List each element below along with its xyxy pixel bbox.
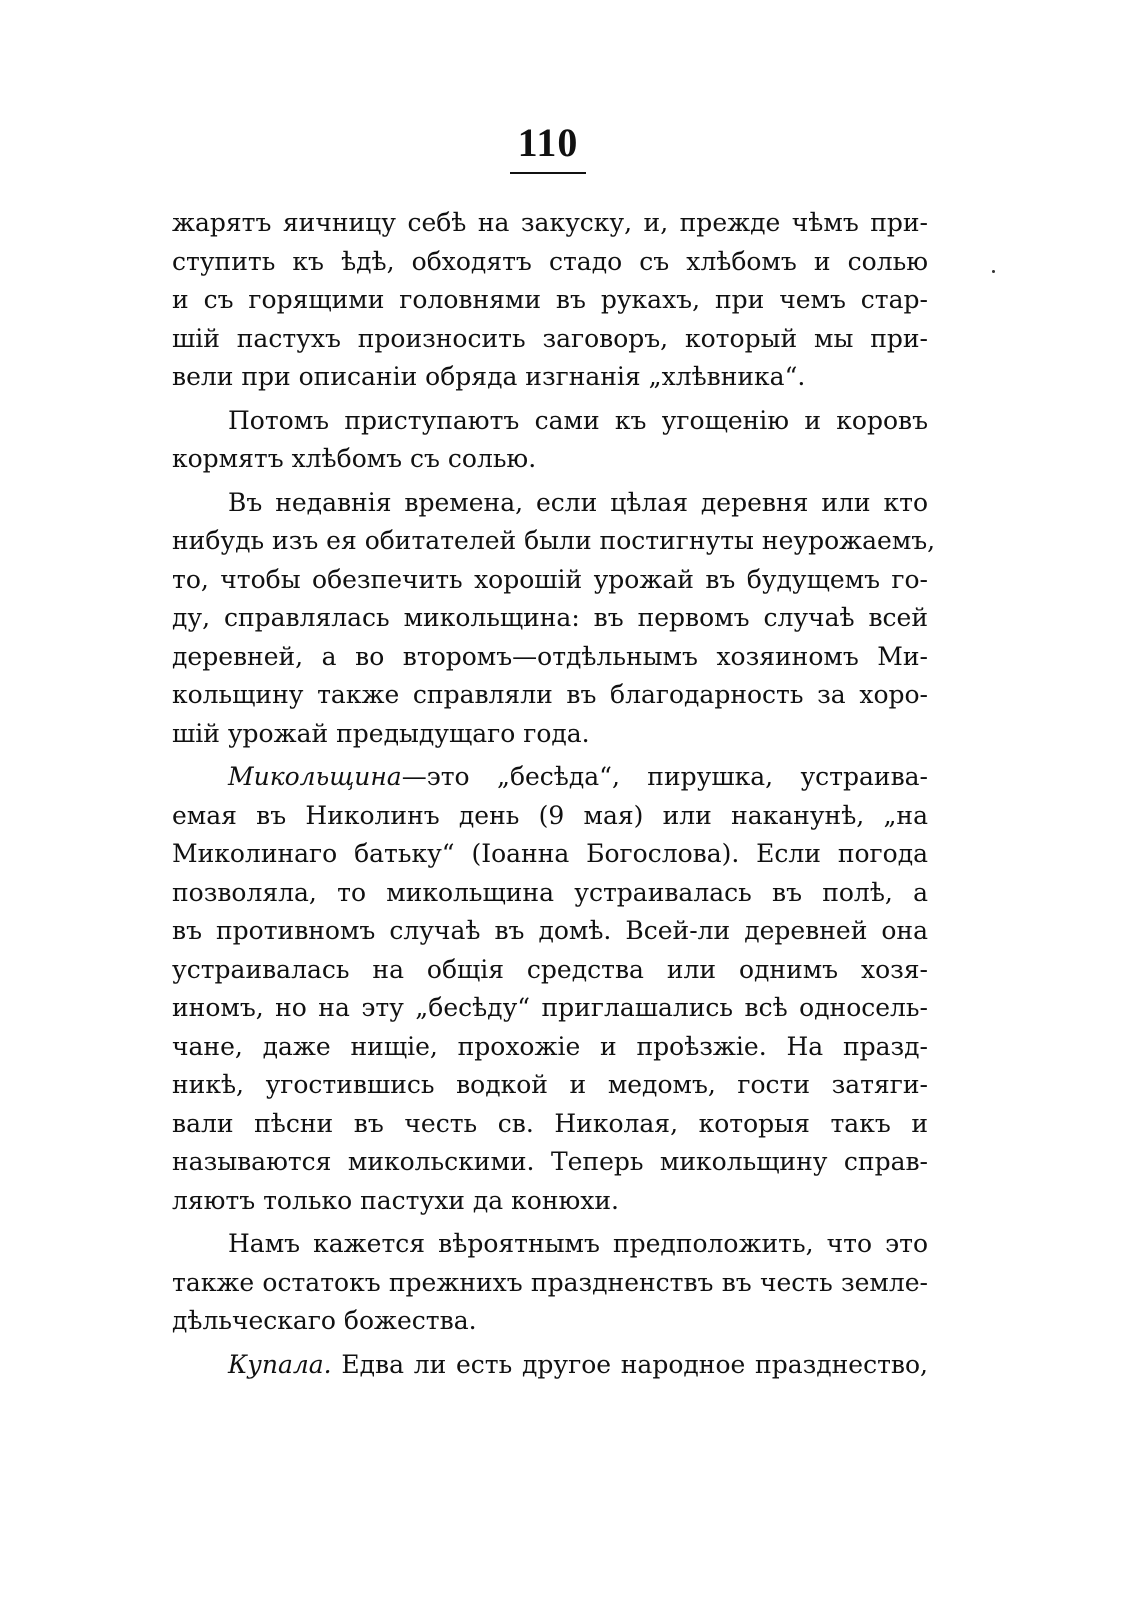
page-number-rule [510, 172, 586, 174]
text-line: вали пѣсни въ честь св. Николая, которыя такъ и [172, 1108, 928, 1138]
text-line: Въ недавнія времена, если цѣлая деревня или кто [228, 487, 928, 517]
text-line: устраивалась на общія средства или однимъ хозя- [172, 954, 928, 984]
text-line: жарятъ яичницу себѣ на закуску, и, прежде чѣмъ при- [172, 208, 928, 237]
ink-speck [992, 270, 995, 273]
text-line: въ противномъ случаѣ въ домѣ. Всей-ли деревней она [172, 916, 928, 945]
italic-term: Купала. [228, 1349, 332, 1379]
text-line: то, чтобы обезпечить хорошій урожай въ будущемъ го- [172, 564, 928, 594]
paragraph [172, 1346, 928, 1385]
text-run: —это „бесѣда“, пирушка, устраива- [401, 762, 928, 791]
text-line: также остатокъ прежнихъ праздненствъ въ честь земле- [172, 1267, 928, 1297]
text-line: никѣ, угостившись водкой и медомъ, гости затяги- [172, 1070, 928, 1099]
text-line: чане, даже нищіе, прохожіе и проѣзжіе. На празд- [172, 1031, 928, 1061]
text-line: вели при описаніи обряда изгнанія „хлѣвника“. [172, 362, 806, 391]
text-line: шій урожай предыдущаго года. [172, 718, 590, 748]
text-line: ляютъ только пастухи да конюхи. [172, 1185, 619, 1215]
text-line: ду, справлялась микольщина: въ первомъ случаѣ всей [172, 603, 928, 632]
text-line: Намъ кажется вѣроятнымъ предположить, что это [228, 1229, 928, 1258]
text-line: Миколинаго батьку“ (Іоанна Богослова). Если погода [172, 839, 928, 868]
paragraph [172, 1225, 928, 1341]
text-line: емая въ Николинъ день (9 мая) или наканунѣ, „на [172, 800, 928, 830]
paragraph [172, 484, 936, 754]
text-line: нибудь изъ ея обитателей были постигнуты неурожаемъ, [172, 526, 936, 555]
paragraph [172, 758, 928, 1220]
text-line: и съ горящими головнями въ рукахъ, при чемъ стар- [172, 285, 928, 314]
paragraph [172, 402, 928, 479]
text-line: дѣльческаго божества. [172, 1306, 477, 1335]
text-line: ступить къ ѣдѣ, обходятъ стадо съ хлѣбомъ и солью [172, 246, 928, 276]
body-text [172, 204, 936, 1384]
text-line: иномъ, но на эту „бесѣду“ приглашались всѣ односель- [172, 993, 928, 1022]
text-line [172, 1346, 928, 1385]
text-line: называются микольскими. Теперь микольщину справ- [172, 1147, 928, 1176]
text-line: Потомъ приступаютъ сами къ угощенію и коровъ [228, 405, 928, 435]
text-line: кормятъ хлѣбомъ съ солью. [172, 444, 537, 473]
paragraph [172, 204, 928, 397]
page-number: 110 [517, 120, 579, 165]
text-line [172, 758, 928, 797]
text-line: позволяла, то микольщина устраивалась въ полѣ, а [172, 877, 928, 907]
text-line: шій пастухъ произносить заговоръ, который мы при- [172, 323, 928, 353]
italic-term: Микольщина [228, 762, 402, 791]
text-run: Едва ли есть другое народное празднество, [331, 1349, 928, 1379]
text-line: деревней, а во второмъ—отдѣльнымъ хозяиномъ Ми- [172, 641, 928, 671]
text-line: кольщину также справляли въ благодарность за хоро- [172, 680, 928, 709]
